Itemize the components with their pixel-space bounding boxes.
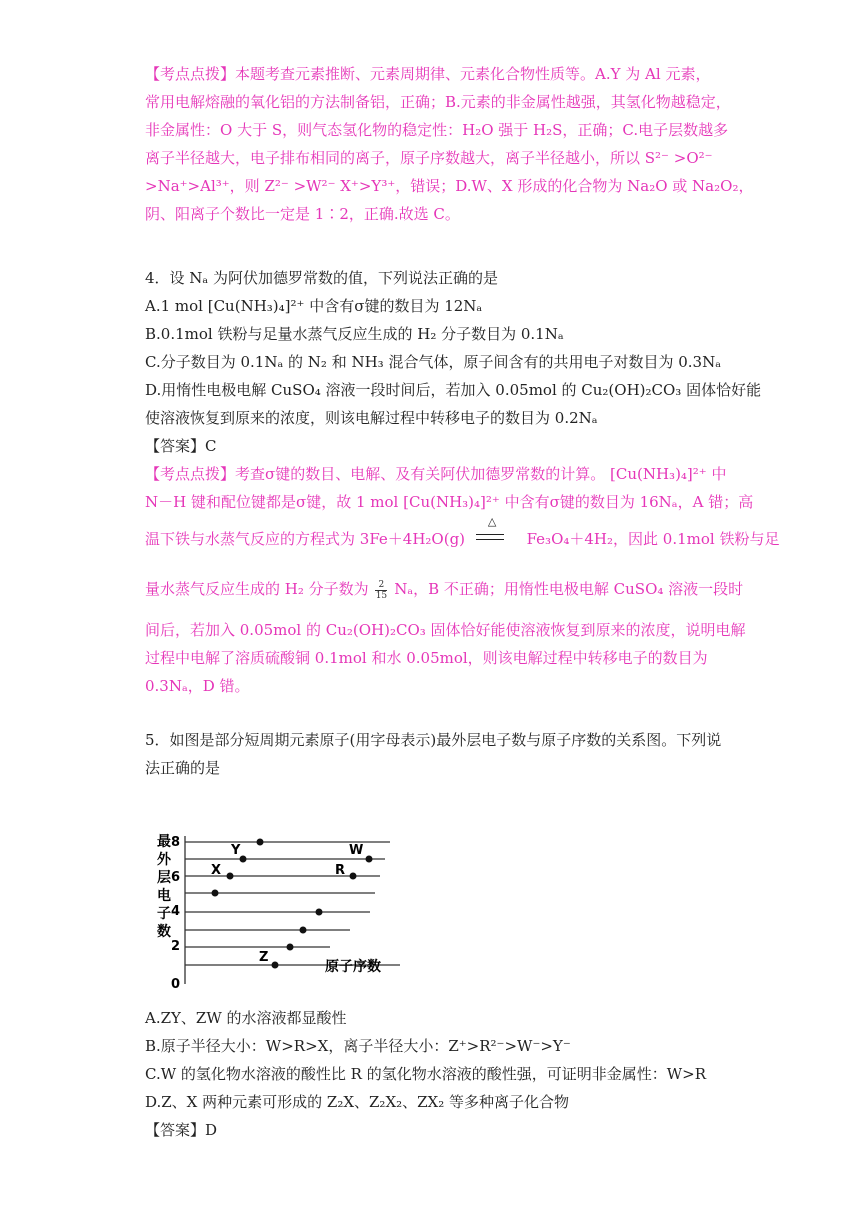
question-stem: 4．设 Nₐ 为阿伏加德罗常数的值，下列说法正确的是 (145, 269, 498, 287)
ylabel-char: 层 (157, 870, 171, 886)
ylabel-char: 子 (157, 906, 171, 922)
analysis-block-q4 (145, 460, 780, 700)
question-stem-cont: 法正确的是 (145, 759, 221, 777)
ylabel-char: 外 (157, 852, 171, 868)
ylabel-char: 电 (157, 888, 171, 904)
text-line: 离子半径越大，电子排布相同的离子，原子序数越大，离子半径越小，所以 S²⁻ >O²⁻ (145, 149, 713, 167)
tick-label: 6 (171, 870, 181, 885)
fraction-denominator: 15 (375, 590, 388, 601)
option-d: D.Z、X 两种元素可形成的 Z₂X、Z₂X₂、ZX₂ 等多种离子化合物 (145, 1093, 570, 1111)
text-segment: 温下铁与水蒸气反应的方程式为 3Fe＋4H₂O(g) (145, 530, 466, 548)
text-line: 非金属性：O 大于 S，则气态氢化物的稳定性：H₂O 强于 H₂S，正确；C.电子层数越多 (145, 121, 729, 139)
reaction-condition-symbol (476, 515, 516, 550)
text-line: 过程中电解了溶质硫酸铜 0.1mol 和水 0.05mol，则该电解过程中转移电子的数目为 (145, 649, 708, 667)
text-line: N－H 键和配位键都是σ键，故 1 mol [Cu(NH₃)₄]²⁺ 中含有σ键的数目为 16Nₐ，A 错；高 (145, 493, 754, 511)
option-c: C.W 的氢化物水溶液的酸性比 R 的氢化物水溶液的酸性强，可证明非金属性：W>R (145, 1065, 707, 1083)
element-label: Y (231, 843, 241, 858)
data-points (212, 839, 373, 969)
element-label: R (335, 863, 346, 878)
ylabel-char: 最 (157, 834, 171, 850)
answer: 【答案】D (145, 1121, 218, 1139)
element-label: Z (259, 950, 269, 965)
document-page (145, 60, 780, 782)
ylabel-char: 数 (157, 924, 171, 940)
question-5 (145, 726, 725, 782)
text-line: 间后，若加入 0.05mol 的 Cu₂(OH)₂CO₃ 固体恰好能使溶液恢复到原来的浓度，说明电解 (145, 621, 746, 639)
option-c: C.分子数目为 0.1Nₐ 的 N₂ 和 NH₃ 混合气体，原子间含有的共用电子对数目为 0.3Nₐ (145, 353, 721, 371)
text-line: 常用电解熔融的氧化铝的方法制备铝，正确；B.元素的非金属性越强，其氢化物越稳定， (145, 93, 731, 111)
text-line: >Na⁺>Al³⁺，则 Z²⁻ >W²⁻ X⁺>Y³⁺，错误；D.W、X 形成的化合物为 Na₂O 或 Na₂O₂， (145, 177, 754, 195)
text-line: 0.3Nₐ，D 错。 (145, 677, 250, 695)
analysis-block-q3 (145, 60, 754, 228)
question-4 (145, 264, 762, 460)
fraction-numerator: 2 (378, 579, 385, 590)
answer: 【答案】C (145, 437, 217, 455)
fraction-line (145, 562, 744, 616)
electron-chart-figure (145, 826, 410, 996)
fraction (375, 580, 387, 601)
q5-options (145, 1004, 725, 1144)
tick-label: 4 (171, 904, 181, 919)
text-line: 阴、阳离子个数比一定是 1∶2，正确.故选 C。 (145, 205, 460, 223)
question-stem: 5．如图是部分短周期元素原子(用字母表示)最外层电子数与原子序数的关系图。下列说 (145, 731, 722, 749)
text-segment: Nₐ，B 不正确；用惰性电极电解 CuSO₄ 溶液一段时 (394, 580, 744, 598)
xlabel: 原子序数 (325, 959, 381, 975)
text-line: 【考点点拨】本题考查元素推断、元素周期律、元素化合物性质等。A.Y 为 Al 元素， (145, 65, 711, 83)
option-b: B.原子半径大小：W>R>X，离子半径大小：Z⁺>R²⁻>W⁻>Y⁻ (145, 1037, 571, 1055)
option-d-cont: 使溶液恢复到原来的浓度，则该电解过程中转移电子的数目为 0.2Nₐ (145, 409, 598, 427)
element-label: X (211, 863, 222, 878)
element-label: W (349, 843, 364, 858)
option-a: A.1 mol [Cu(NH₃)₄]²⁺ 中含有σ键的数目为 12Nₐ (145, 297, 483, 315)
option-d: D.用惰性电极电解 CuSO₄ 溶液一段时间后，若加入 0.05mol 的 Cu₂(OH)₂CO₃ 固体恰好能 (145, 381, 762, 399)
heat-icon: △ (487, 515, 497, 528)
tick-label: 2 (171, 939, 181, 954)
equation-line (145, 515, 780, 562)
option-a: A.ZY、ZW 的水溶液都显酸性 (145, 1009, 347, 1027)
text-segment: 量水蒸气反应生成的 H₂ 分子数为 (145, 580, 369, 598)
tick-label: 8 (171, 835, 181, 850)
text-line: 【考点点拨】考查σ键的数目、电解、及有关阿伏加德罗常数的计算。 [Cu(NH₃)₄]²⁺ 中 (145, 465, 727, 483)
tick-label: 0 (171, 977, 181, 992)
text-segment: Fe₃O₄＋4H₂，因此 0.1mol 铁粉与足 (526, 530, 780, 548)
option-b: B.0.1mol 铁粉与足量水蒸气反应生成的 H₂ 分子数目为 0.1Nₐ (145, 325, 564, 343)
